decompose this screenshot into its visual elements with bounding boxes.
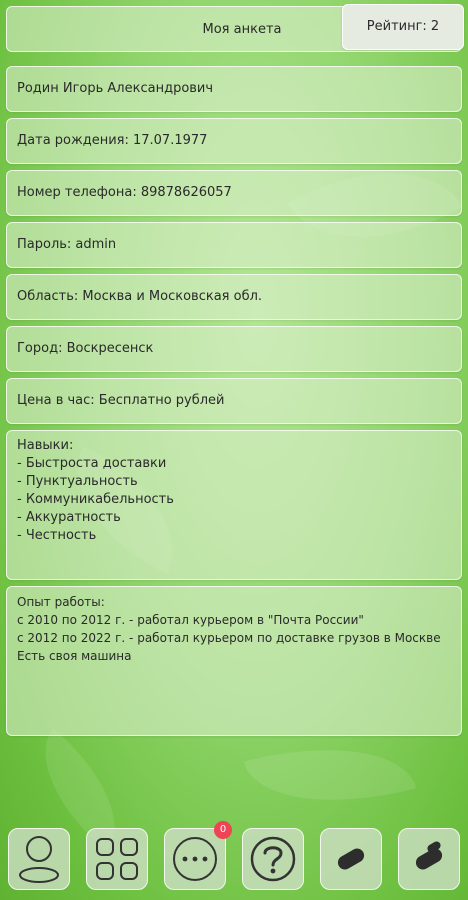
password-field[interactable] xyxy=(6,222,462,268)
rating-badge[interactable]: Рейтинг: 2 xyxy=(342,4,464,50)
phone-text: Номер телефона: 89878626057 xyxy=(17,185,232,200)
phone-field[interactable] xyxy=(6,170,462,216)
pill-right-icon xyxy=(407,837,451,881)
grid-button[interactable] xyxy=(86,828,148,890)
region-text: Область: Москва и Московская обл. xyxy=(17,289,263,304)
experience-line: Есть своя машина xyxy=(17,649,132,663)
experience-line: с 2010 по 2012 г. - работал курьером в "Почта России" xyxy=(17,613,364,627)
name-field[interactable] xyxy=(6,66,462,112)
experience-field[interactable] xyxy=(6,586,462,736)
help-icon xyxy=(249,835,297,883)
skills-field[interactable] xyxy=(6,430,462,580)
grid-icon xyxy=(94,836,140,882)
birth-date-field[interactable] xyxy=(6,118,462,164)
experience-title: Опыт работы: xyxy=(17,595,105,609)
pill-left-button[interactable] xyxy=(320,828,382,890)
chat-icon xyxy=(171,835,219,883)
experience-line: с 2012 по 2022 г. - работал курьером по доставке грузов в Москве xyxy=(17,631,441,645)
city-field[interactable] xyxy=(6,326,462,372)
chat-badge: 0 xyxy=(214,821,232,839)
password-text: Пароль: admin xyxy=(17,237,117,252)
price-text: Цена в час: Бесплатно рублей xyxy=(17,393,225,408)
region-field[interactable] xyxy=(6,274,462,320)
help-button[interactable] xyxy=(242,828,304,890)
city-text: Город: Воскресенск xyxy=(17,341,154,356)
bottom-nav xyxy=(0,820,468,900)
skill-item: - Аккуратность xyxy=(17,510,121,525)
skill-item: - Честность xyxy=(17,528,97,543)
profile-button[interactable] xyxy=(8,828,70,890)
skills-title: Навыки: xyxy=(17,438,74,453)
skill-item: - Быстроста доставки xyxy=(17,456,167,471)
price-field[interactable] xyxy=(6,378,462,424)
pill-right-button[interactable] xyxy=(398,828,460,890)
birth-date-text: Дата рождения: 17.07.1977 xyxy=(17,133,208,148)
name-text: Родин Игорь Александрович xyxy=(17,81,214,96)
skill-item: - Пунктуальность xyxy=(17,474,138,489)
skill-item: - Коммуникабельность xyxy=(17,492,174,507)
pill-left-icon xyxy=(329,837,373,881)
page-title: Моя анкета xyxy=(202,22,282,37)
background-leaf xyxy=(244,720,417,829)
chat-button[interactable] xyxy=(164,828,226,890)
profile-icon xyxy=(17,833,61,885)
